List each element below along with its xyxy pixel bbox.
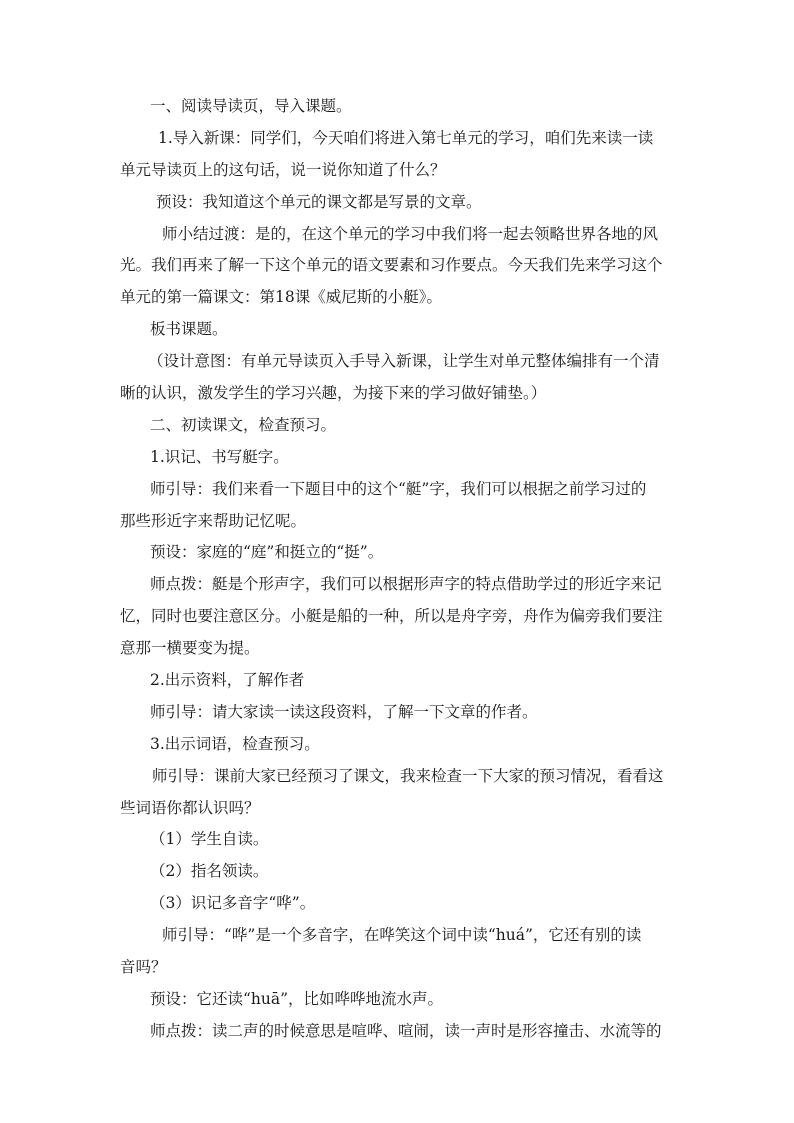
paragraph-line: 些词语你都认识吗？ [120,798,260,817]
list-item: （1）学生自读。 [150,830,269,849]
paragraph-line: 师引导：课前大家已经预习了课文，我来检查一下大家的预习情况，看看这 [152,766,664,785]
paragraph-line: 师引导：“哗”是一个多音字，在哗笑这个词中读“huá”，它还有别的读 [162,926,642,945]
list-item: （3）识记多音字“哗”。 [150,894,316,913]
paragraph-line: 师小结过渡：是的，在这个单元的学习中我们将一起去领略世界各地的风 [162,224,659,243]
section-heading-1: 一、阅读导读页，导入课题。 [150,97,352,115]
paragraph-line: 那些形近字来帮助记忆呢。 [120,511,307,530]
paragraph-line: 1.导入新课：同学们，今天咱们将进入第七单元的学习，咱们先来读一读 [158,128,654,147]
paragraph-line: （设计意图：有单元导读页入手导入新课，让学生对单元整体编排有一个清 [148,352,660,371]
section-heading-2: 二、初读课文，检查预习。 [150,415,337,434]
paragraph-line: 1.识记、书写艇字。 [150,447,289,466]
paragraph-line: 预设：家庭的“庭”和挺立的“挺”。 [150,543,384,562]
paragraph-line: 意那一横要变为提。 [120,639,260,658]
paragraph-line: 单元的第一篇课文：第18课《威尼斯的小艇》。 [120,288,442,307]
paragraph-line: 预设：它还读“huā”，比如哗哗地流水声。 [150,989,444,1008]
paragraph-line: 晰的认识，激发学生的学习兴趣，为接下来的学习做好铺垫。） [120,384,547,403]
paragraph-line: 光。我们再来了解一下这个单元的语文要素和习作要点。今天我们先来学习这个 [120,256,663,275]
paragraph-line: 师点拨：艇是个形声字，我们可以根据形声字的特点借助学过的形近字来记 [150,575,662,594]
document-body [120,91,676,1048]
paragraph-line: 忆，同时也要注意区分。小艇是船的一种，所以是舟字旁，舟作为偏旁我们要注 [120,607,663,626]
paragraph-line: 2.出示资料，了解作者 [150,671,305,690]
paragraph-line: 师引导：请大家读一读这段资料，了解一下文章的作者。 [150,702,538,721]
paragraph-line: 板书课题。 [150,320,228,339]
paragraph-line: 师点拨：读二声的时候意思是喧哗、喧闹，读一声时是形容撞击、水流等的 [150,1021,662,1040]
list-item: （2）指名领读。 [150,862,269,881]
paragraph-line: 音吗？ [120,958,167,977]
paragraph-line: 单元导读页上的这句话，说一说你知道了什么？ [120,160,446,179]
paragraph-line: 3.出示词语，检查预习。 [150,734,320,753]
paragraph-line: 预设：我知道这个单元的课文都是写景的文章。 [156,192,482,211]
paragraph-line: 师引导：我们来看一下题目中的这个“艇”字，我们可以根据之前学习过的 [150,479,647,498]
